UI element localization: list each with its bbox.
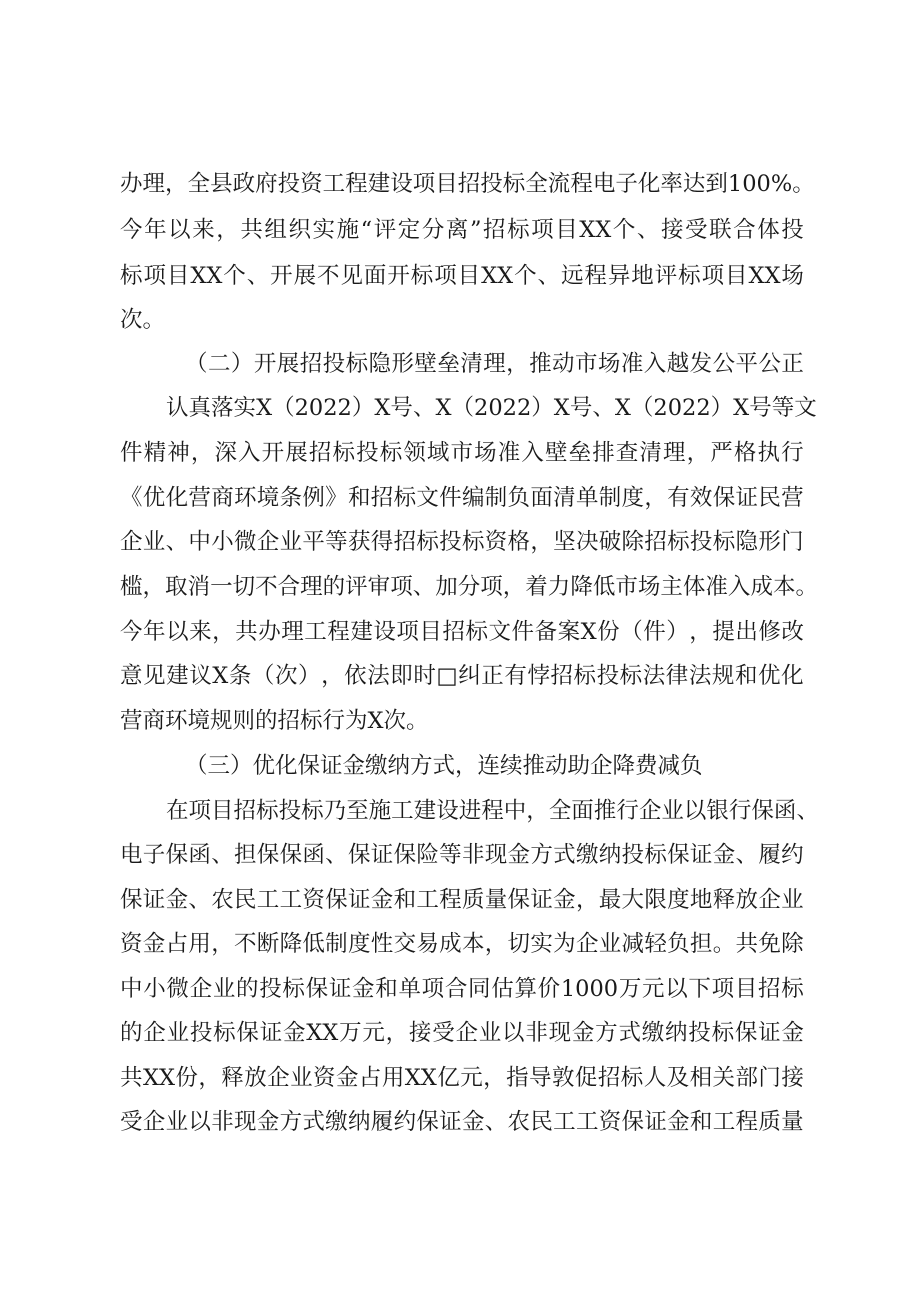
body-text-line: 件 精 神 ， 深 入 开 展 招 标 投 标 领 域 市 场 准 入 壁 垒 排 查 清 理 ， 严 格 执 行 — [120, 439, 804, 466]
section-heading: （三）优化保证金缴纳方式，连续推动助企降费减负 — [185, 752, 703, 779]
body-text-line: 保 证 金 、 农 民 工 工 资 保 证 金 和 工 程 质 量 保 证 金 ， 最 大 限 度 地 释 放 企 业 — [120, 886, 804, 913]
body-text-line: 意 见 建 议 X 条 （ 次 ） ， 依 法 即 时 □ 纠 正 有 悖 招 标 投 标 法 律 法 规 和 优 化 — [120, 662, 804, 689]
body-text-line: 的 企 业 投 标 保 证 金 XX 万 元 ， 接 受 企 业 以 非 现 金 方 式 缴 纳 投 标 保 证 金 — [120, 1019, 804, 1046]
body-text-line: 营商环境规则的招标行为X次。 — [120, 707, 429, 734]
body-text-line: 资 金 占 用 ， 不 断 降 低 制 度 性 交 易 成 本 ， 切 实 为 企 业 减 轻 负 担 。 共 免 除 — [120, 930, 804, 957]
body-text-line: 在 项 目 招 标 投 标 乃 至 施 工 建 设 进 程 中 ， 全 面 推 行 企 业 以 银 行 保 函 、 — [166, 797, 819, 824]
section-heading: （ 二 ） 开 展 招 投 标 隐 形 壁 垒 清 理 ， 推 动 市 场 准 入 越 发 公 平 公 正 — [185, 350, 804, 377]
body-text-line: 共 XX 份 ， 释 放 企 业 资 金 占 用 XX 亿 元 ， 指 导 敦 促 招 标 人 及 相 关 部 门 接 — [120, 1064, 804, 1091]
body-text-line: 中 小 微 企 业 的 投 标 保 证 金 和 单 项 合 同 估 算 价 1000 万 元 以 下 项 目 招 标 — [120, 975, 804, 1002]
body-text-line: 槛 ， 取 消 一 切 不 合 理 的 评 审 项 、 加 分 项 ， 着 力 降 低 市 场 主 体 准 入 成 本 。 — [120, 573, 818, 600]
body-text-line: 今 年 以 来 ， 共 组 织 实 施 “ 评 定 分 离 ” 招 标 项 目 XX 个 、 接 受 联 合 体 投 — [120, 216, 804, 243]
body-text-line: 电 子 保 函 、 担 保 保 函 、 保 证 保 险 等 非 现 金 方 式 缴 纳 投 标 保 证 金 、 履 约 — [120, 841, 804, 868]
body-text-line: 企 业 、 中 小 微 企 业 平 等 获 得 招 标 投 标 资 格 ， 坚 决 破 除 招 标 投 标 隐 形 门 — [120, 528, 804, 555]
body-text-line: 今 年 以 来 ， 共 办 理 工 程 建 设 项 目 招 标 文 件 备 案 X 份 （ 件 ） ， 提 出 修 改 — [120, 618, 804, 645]
body-text-line: 标 项 目 XX 个 、 开 展 不 见 面 开 标 项 目 XX 个 、 远 程 异 地 评 标 项 目 XX 场 — [120, 262, 804, 289]
body-text-line: 认 真 落 实 X （ 2022 ） X 号 、 X （ 2022 ） X 号 、 X （ 2022 ） X 号 等 文 — [166, 394, 817, 421]
body-text-line: 《 优 化 营 商 环 境 条 例 》 和 招 标 文 件 编 制 负 面 清 单 制 度 ， 有 效 保 证 民 营 — [120, 484, 804, 511]
body-text-line: 受 企 业 以 非 现 金 方 式 缴 纳 履 约 保 证 金 、 农 民 工 工 资 保 证 金 和 工 程 质 量 — [120, 1108, 804, 1135]
body-text-line: 次。 — [120, 306, 166, 333]
body-text-line: 办 理 ， 全 县 政 府 投 资 工 程 建 设 项 目 招 投 标 全 流 程 电 子 化 率 达 到 100% 。 — [120, 170, 815, 197]
